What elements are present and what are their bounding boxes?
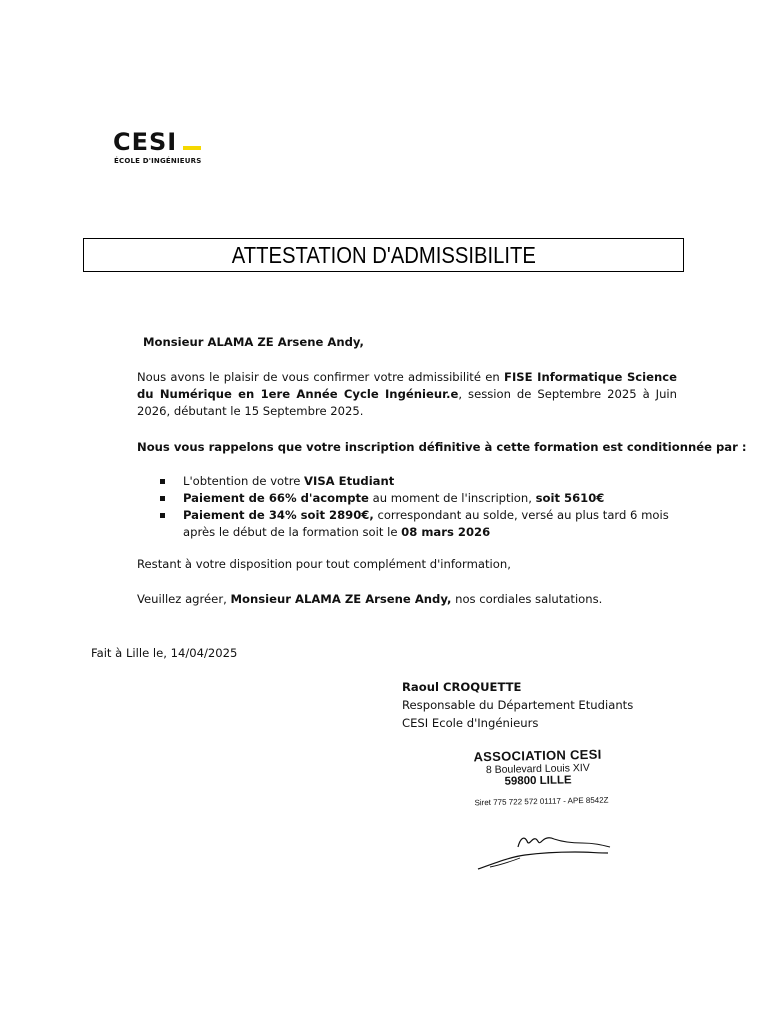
salutation: Monsieur ALAMA ZE Arsene Andy, bbox=[143, 335, 364, 349]
intro-text-start: Nous avons le plaisir de vous confirmer votre admissibilité en bbox=[137, 370, 505, 384]
intro-paragraph bbox=[137, 369, 677, 420]
stamp-line-4: Siret 775 722 572 01117 - APE 8542Z bbox=[474, 795, 609, 808]
cesi-logo bbox=[113, 128, 213, 170]
closing-text: nos cordiales salutations. bbox=[451, 592, 603, 606]
bullet-text: L'obtention de votre bbox=[183, 474, 305, 488]
conditions-intro: Nous vous rappelons que votre inscription définitive à cette formation est conditionnée par : bbox=[137, 440, 747, 454]
deposit-label: Paiement de 66% d'acompte bbox=[183, 491, 369, 505]
conditions-list bbox=[160, 473, 680, 541]
place-date: Fait à Lille le, 14/04/2025 bbox=[91, 646, 238, 660]
signatory-role: Responsable du Département Etudiants bbox=[402, 698, 634, 712]
closing-text: Veuillez agréer, bbox=[137, 592, 231, 606]
list-item bbox=[160, 473, 680, 490]
stamp-line-3: 59800 LILLE bbox=[504, 774, 572, 788]
visa-label: VISA Etudiant bbox=[304, 474, 395, 488]
bullet-square-icon bbox=[160, 496, 165, 501]
bullet-square-icon bbox=[160, 513, 165, 518]
bullet-text: correspondant au solde, versé au plus tard 6 mois après le début de la formation soit le bbox=[183, 508, 669, 539]
program-name: FISE Informatique Science du Numérique en 1ere Année Cycle Ingénieur.e bbox=[137, 370, 677, 401]
signatory-name: Raoul CROQUETTE bbox=[402, 680, 522, 694]
association-stamp bbox=[447, 746, 628, 808]
logo-subtitle: ÉCOLE D'INGÉNIEURS bbox=[114, 157, 202, 165]
balance-deadline: 08 mars 2026 bbox=[401, 525, 491, 539]
stamp-line-2: 8 Boulevard Louis XIV bbox=[485, 761, 590, 777]
closing-line-1: Restant à votre disposition pour tout complément d'information, bbox=[137, 557, 511, 571]
logo-accent-bar bbox=[183, 146, 201, 150]
closing-line-2 bbox=[137, 591, 602, 608]
logo-wordmark: CESI bbox=[113, 128, 178, 156]
recipient-name: Monsieur ALAMA ZE Arsene Andy, bbox=[230, 592, 452, 606]
handwritten-signature-icon bbox=[470, 825, 620, 875]
document-title-box bbox=[83, 238, 684, 272]
stamp-line-1: ASSOCIATION CESI bbox=[473, 746, 602, 765]
deposit-amount: soit 5610€ bbox=[535, 491, 605, 505]
signatory-organization: CESI Ecole d'Ingénieurs bbox=[402, 716, 539, 730]
list-item bbox=[160, 507, 680, 541]
bullet-square-icon bbox=[160, 479, 165, 484]
document-title: ATTESTATION D'ADMISSIBILITE bbox=[231, 241, 536, 268]
list-item bbox=[160, 490, 680, 507]
bullet-text: au moment de l'inscription, bbox=[368, 491, 536, 505]
intro-text-end: , session de Septembre 2025 à Juin 2026, débutant le 15 Septembre 2025. bbox=[137, 387, 677, 418]
balance-label: Paiement de 34% soit 2890€, bbox=[183, 508, 374, 522]
